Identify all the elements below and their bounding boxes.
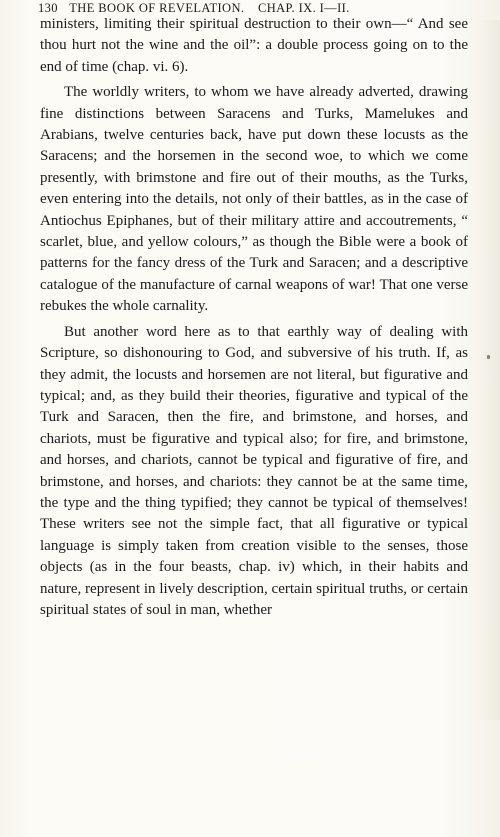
book-title: THE BOOK OF REVELATION. [69, 1, 245, 15]
paragraph-continuation: ministers, limiting their spiritual destruction to their own—“ And see thou hurt not the wine and the oil”: a double process going on to the end of time (chap. vi. 6). [40, 16, 468, 75]
paragraph-worldly-writers: The worldly writers, to whom we have already adverted, drawing fine distinctions between Saracens and Turks, Mamelukes and Arabians, twelve centuries back, have put down these locusts as the Saracens; and the horsemen in the second woe, to which we come presently, with brimstone and fire out of their mouths, as the Turks, even entering into the details, not only of their battles, as in the case of Antiochus Epiphanes, but of their military attire and accoutrements, “ scarlet, blue, and yellow colours,” as though the Bible were a book of patterns for the fancy dress of the Turk and Saracen; and a descriptive catalogue of the manufacture of carnal weapons of war! That one verse rebukes the whole carnality. [40, 84, 468, 315]
margin-speck [487, 355, 490, 359]
paragraph-another-word: But another word here as to that earthly way of dealing with Scripture, so dishonouring to God, and subversive of his truth. If, as they admit, the locusts and horsemen are not literal, but figurative and typical; and, as they build their theories, figurative and typical of the Turk and Saracen, then the fire, and brimstone, and horses, and chariots, must be figurative and typical also; for fire, and brimstone, and horses, and chariots, cannot be typical and figurative of fire, and brimstone, and horses, and chariots: they cannot be at the same time, the type and the thing typified; they cannot be typical of themselves! These writers see not the simple fact, that all figurative or typical language is simply taken from creation visible to the senses, those objects (as in the four beasts, chap. iv) which, in their habits and nature, represent in lively description, certain spiritual truths, or certain spiritual states of soul in man, whether [40, 323, 468, 618]
body-text [40, 14, 468, 621]
chapter-reference: CHAP. IX. I—II. [257, 1, 350, 15]
show-through-margin [478, 20, 500, 720]
page-number: 130 [38, 1, 58, 15]
